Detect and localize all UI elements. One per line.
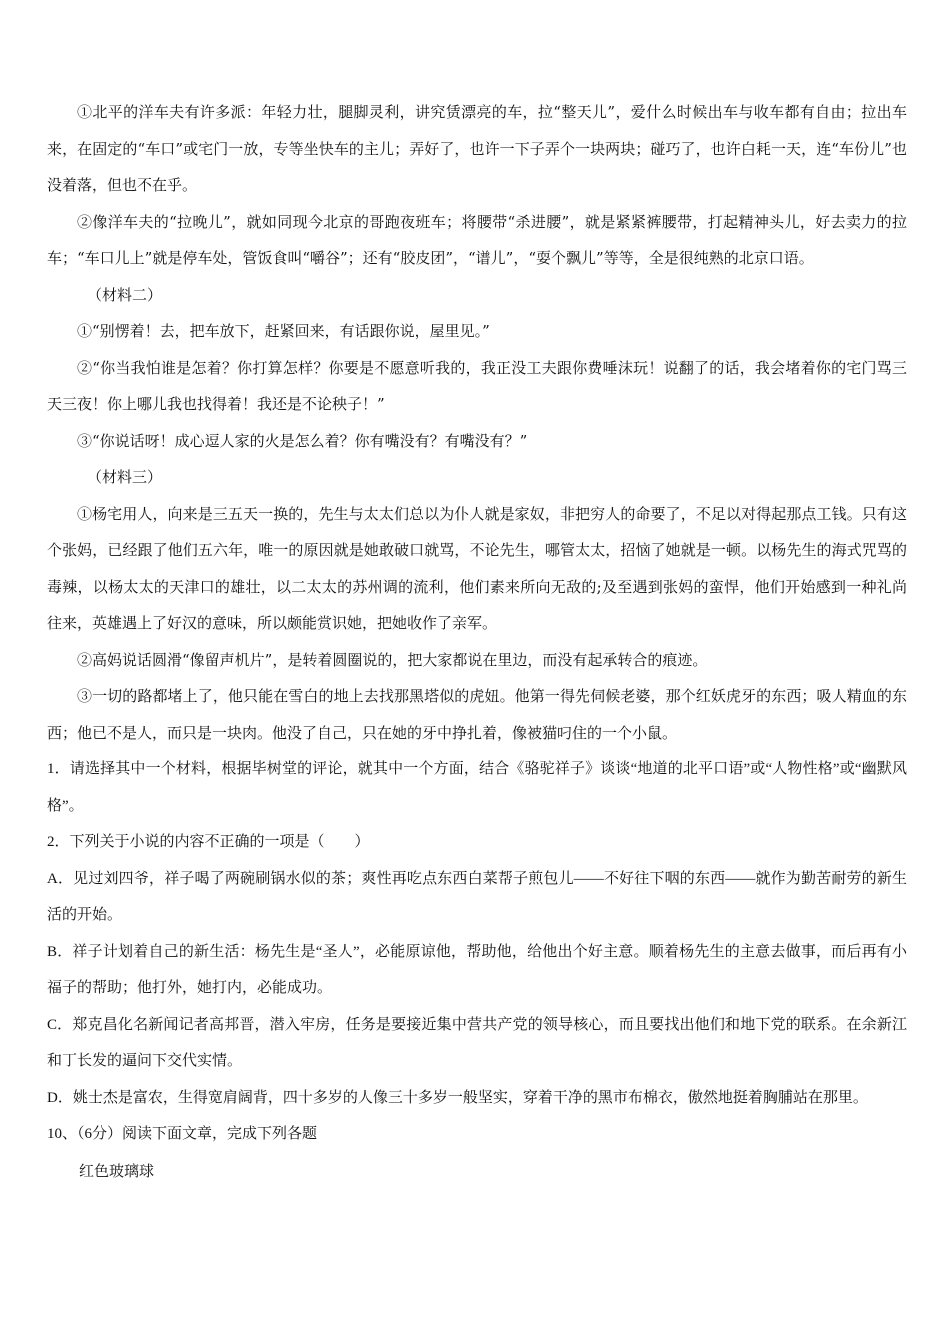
material3-paragraph-1: ①杨宅用人，向来是三五天一换的，先生与太太们总以为仆人就是家奴，非把穷人的命要了，不足以对得起那点工钱。只有这个张妈，已经跟了他们五六年，唯一的原因就是她敢破口就骂，不论先生，哪管太太，招恼了她就是一顿。以杨先生的海式咒骂的毒辣，以杨太太的天津口的雄壮，以二太太的苏州调的流利，他们素来所向无敌的;及至遇到张妈的蛮悍，他们开始感到一种礼尚往来，英雄遇上了好汉的意味，所以颇能赏识她，把她收作了亲军。 [47, 504, 907, 632]
material2-paragraph-3: ③“你说话呀！成心逗人家的火是怎么着？你有嘴没有？有嘴没有？” [77, 431, 528, 450]
material1-paragraph-2: ②像洋车夫的“拉晚儿”，就如同现今北京的哥跑夜班车；将腰带“杀进腰”，就是紧紧裤腰带，打起精神头儿，好去卖力的拉车；“车口儿上”就是停车处，管饭食叫“嚼谷”；还有“胶皮团”，“谱儿”，“耍个飘儿”等等，全是很纯熟的北京口语。 [47, 212, 907, 267]
option-c: C．郑克昌化名新闻记者高邦晋，潜入牢房，任务是要接近集中营共产党的领导核心，而且要找出他们和地下党的联系。在余新江和丁长发的逼问下交代实情。 [47, 1016, 907, 1069]
material1-paragraph-1: ①北平的洋车夫有许多派：年轻力壮，腿脚灵利，讲究赁漂亮的车，拉“整天儿”，爱什么时候出车与收车都有自由；拉出车来，在固定的“车口”或宅门一放，专等坐快车的主儿；弄好了，也许一下子弄个一块两块；碰巧了，也许白耗一天，连“车份儿”也没着落，但也不在乎。 [47, 103, 907, 194]
option-a: A．见过刘四爷，祥子喝了两碗刷锅水似的茶；爽性再吃点东西白菜帮子煎包儿——不好往下咽的东西——就作为勤苦耐劳的新生活的开始。 [47, 870, 907, 923]
option-d: D．姚士杰是富农，生得宽肩阔背，四十多岁的人像三十多岁一般坚实，穿着干净的黑市布棉衣，傲然地挺着胸脯站在那里。 [47, 1089, 868, 1106]
question-2: 2．下列关于小说的内容不正确的一项是（ ） [47, 834, 370, 850]
material3-paragraph-2: ②高妈说话圆滑“像留声机片”，是转着圆圈说的，把大家都说在里边，而没有起承转合的痕迹。 [77, 650, 708, 669]
question-1: 1．请选择其中一个材料，根据毕树堂的评论，就其中一个方面，结合《骆驼祥子》谈谈“地道的北平口语”或“人物性格”或“幽默风格”。 [47, 761, 907, 814]
material3-label: （材料三） [87, 468, 163, 486]
material3-paragraph-3: ③一切的路都堵上了，他只能在雪白的地上去找那黑塔似的虎妞。他第一得先伺候老婆，那个红妖虎牙的东西；吸人精血的东西；他已不是人，而只是一块肉。他没了自己，只在她的牙中挣扎着，像被猫叼住的一个小鼠。 [47, 687, 907, 742]
section-10-heading: 10、（6分）阅读下面文章，完成下列各题 [47, 1126, 318, 1142]
material2-paragraph-2: ②“你当我怕谁是怎着？你打算怎样？你要是不愿意听我的，我正没工夫跟你费唾沫玩！说翻了的话，我会堵着你的宅门骂三天三夜！你上哪儿我也找得着！我还是不论秧子！” [47, 358, 907, 413]
option-b: B．祥子计划着自己的新生活：杨先生是“圣人”，必能原谅他，帮助他，给他出个好主意。顺着杨先生的主意去做事，而后再有小福子的帮助；他打外，她打内，必能成功。 [47, 943, 907, 996]
material2-label: （材料二） [87, 285, 163, 304]
material2-paragraph-1: ①“别愣着！去，把车放下，赶紧回来，有话跟你说，屋里见。” [77, 322, 490, 340]
document-page [47, 94, 907, 1189]
story-title: 红色玻璃球 [79, 1161, 155, 1180]
